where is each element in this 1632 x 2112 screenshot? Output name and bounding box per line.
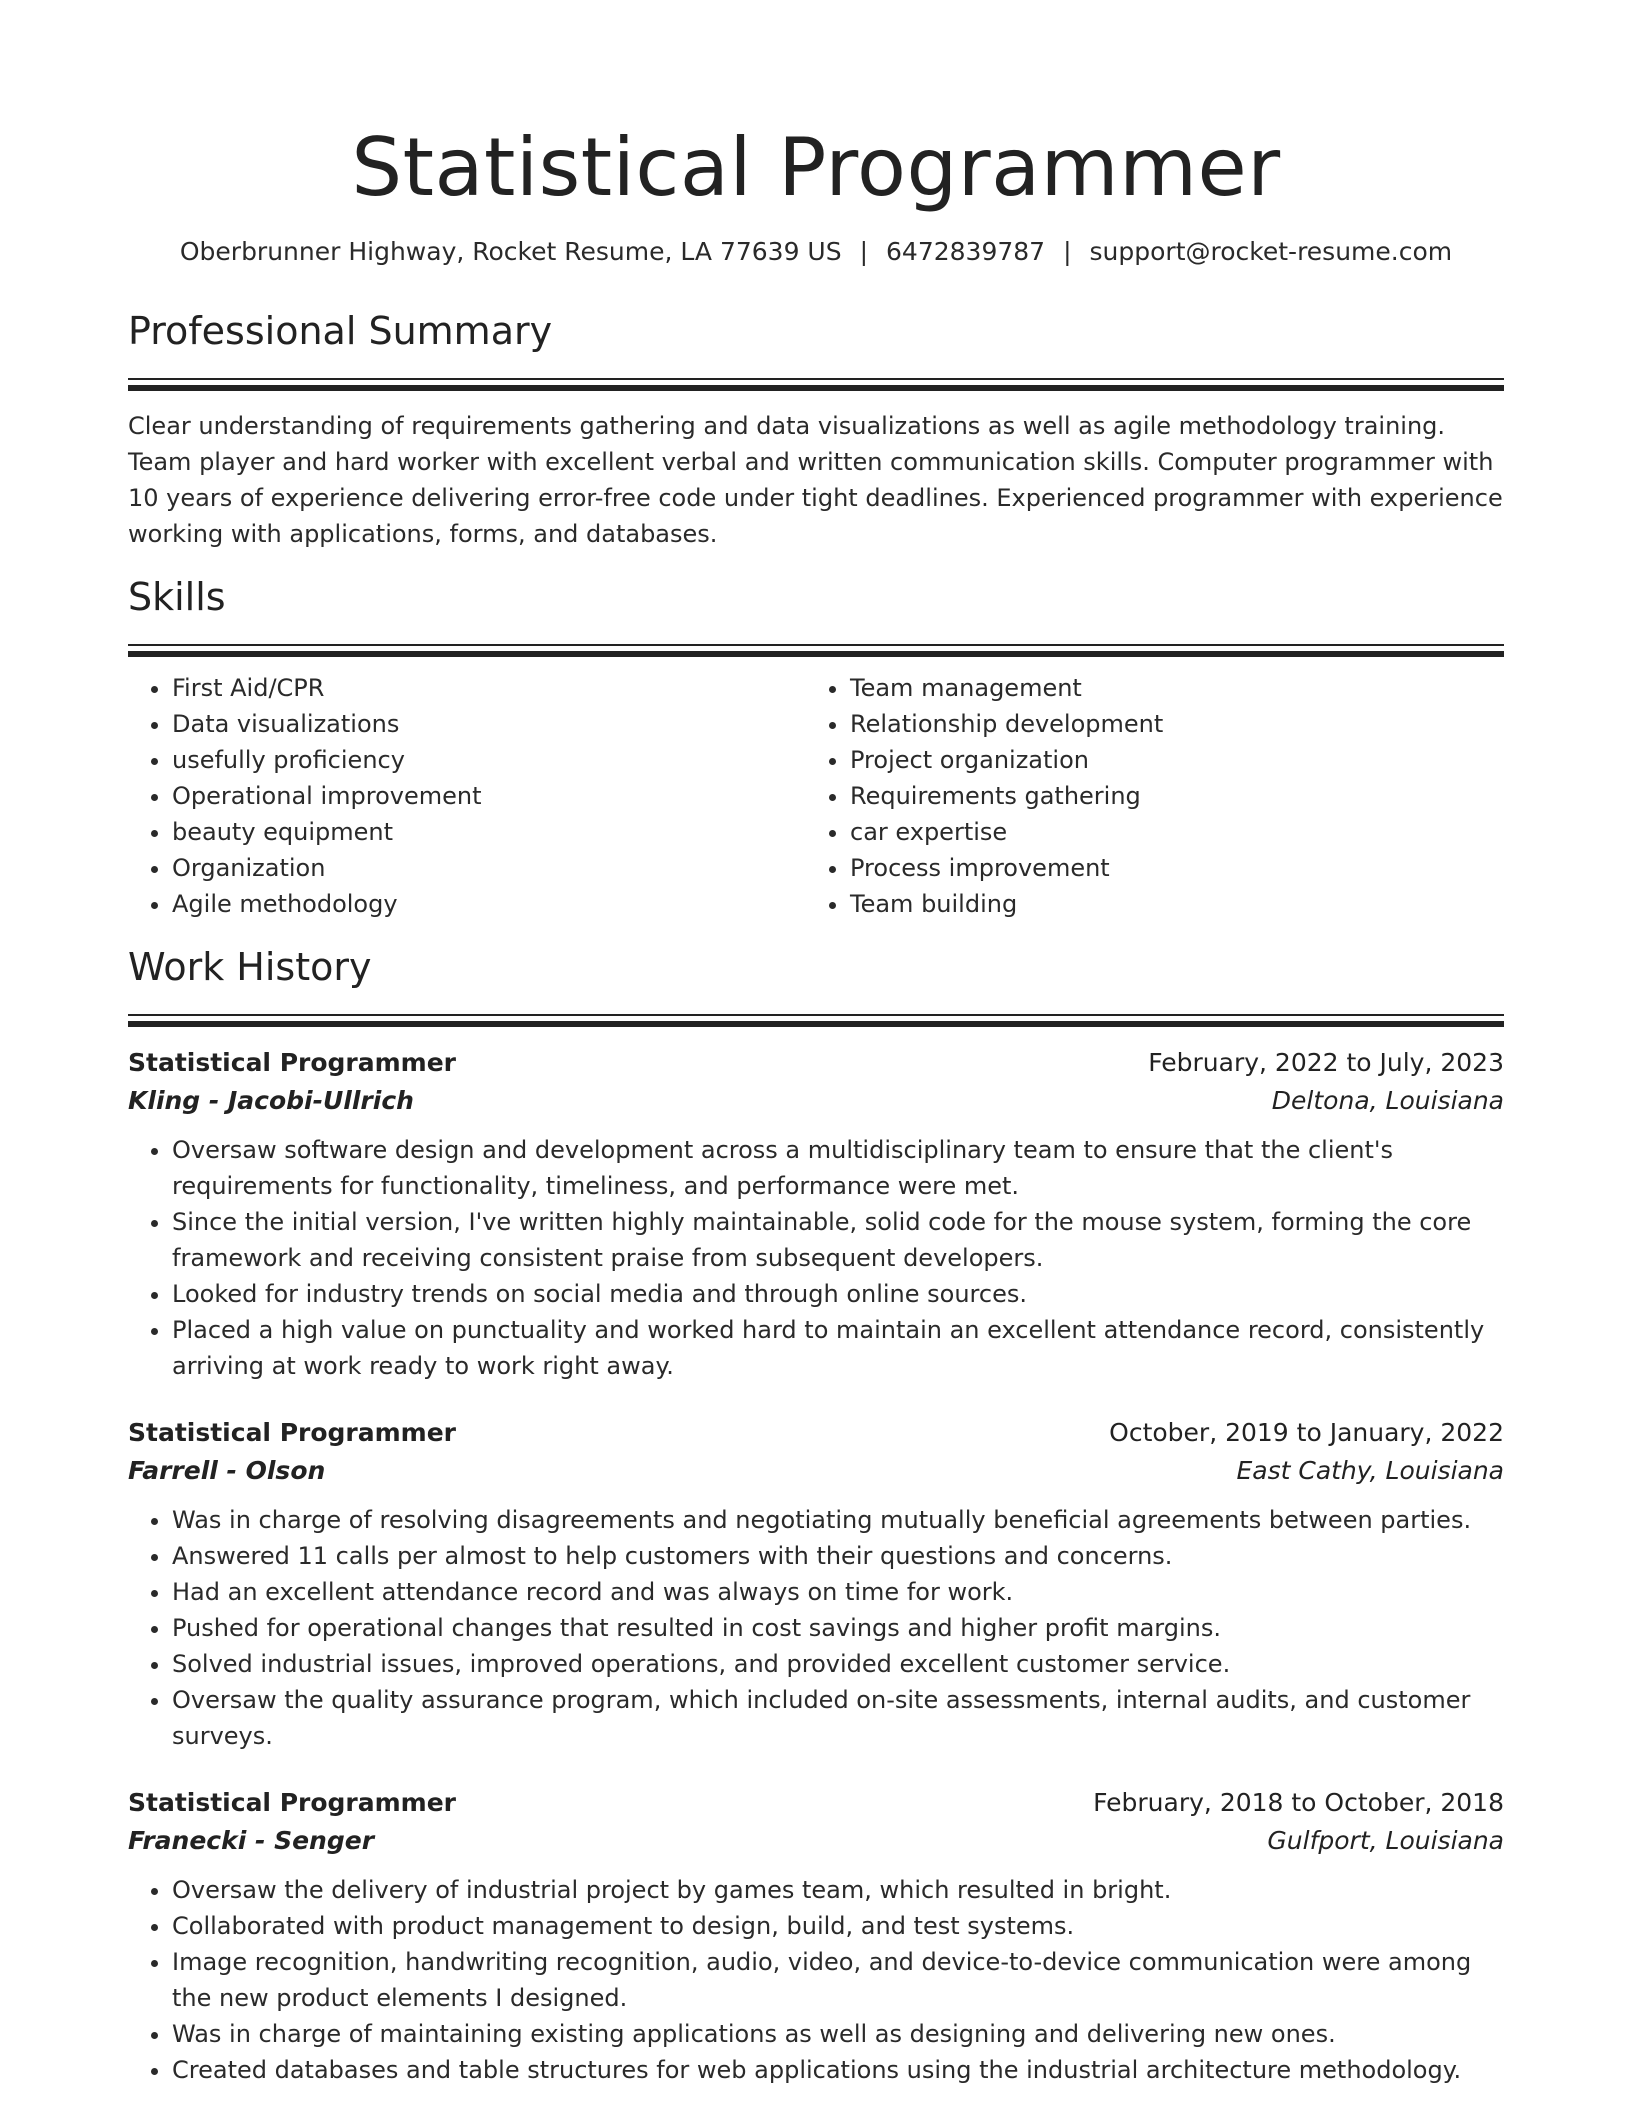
section-divider: [128, 644, 1504, 658]
job-bullet: • Oversaw the quality assurance program, which included on-site assessments, internal audits, and customer surveys.: [172, 1682, 1504, 1754]
job-bullet: • Had an excellent attendance record and was always on time for work.: [172, 1574, 1504, 1610]
job-header: [128, 1784, 1504, 1822]
job-bullet: • Since the initial version, I've written highly maintainable, solid code for the mouse system, forming the core framework and receiving consistent praise from subsequent developers.: [172, 1204, 1504, 1276]
job-bullet: • Image recognition, handwriting recognition, audio, video, and device-to-device communication were among the new product elements I designed.: [172, 1944, 1504, 2016]
job-header: [128, 1044, 1504, 1082]
skill-item: • First Aid/CPR: [172, 670, 806, 706]
skill-item: • Data visualizations: [172, 706, 806, 742]
job-bullet: • Was in charge of resolving disagreements and negotiating mutually beneficial agreements between parties.: [172, 1502, 1504, 1538]
section-title-skills: Skills: [128, 575, 226, 619]
summary-section: [128, 306, 1504, 552]
job-subheader: [128, 1452, 1504, 1490]
email: support@rocket-resume.com: [1089, 237, 1453, 266]
skill-item: • beauty equipment: [172, 814, 806, 850]
job-dates: February, 2018 to October, 2018: [1093, 1788, 1504, 1817]
section-title-summary: Professional Summary: [128, 309, 553, 353]
skill-item: • Team management: [850, 670, 1484, 706]
job-company: Farrell - Olson: [128, 1456, 326, 1485]
resume-page: [128, 0, 1504, 2088]
job-title: Statistical Programmer: [128, 1788, 457, 1817]
skill-item: • Relationship development: [850, 706, 1484, 742]
job-title: Statistical Programmer: [128, 1048, 457, 1077]
job-bullet: • Pushed for operational changes that resulted in cost savings and higher profit margins.: [172, 1610, 1504, 1646]
section-title-work-history: Work History: [128, 945, 372, 989]
skill-item: • usefully proficiency: [172, 742, 806, 778]
job-bullet: • Created databases and table structures for web applications using the industrial architecture methodology.: [172, 2052, 1504, 2088]
section-divider: [128, 1014, 1504, 1028]
job-location: Gulfport, Louisiana: [1267, 1826, 1504, 1855]
job-bullet: • Oversaw software design and development across a multidisciplinary team to ensure that the client's requirements for functionality, timeliness, and performance were met.: [172, 1132, 1504, 1204]
skills-list-left: [128, 670, 806, 922]
contact-separator: |: [859, 237, 869, 266]
job-subheader: [128, 1822, 1504, 1860]
job-company: Franecki - Senger: [128, 1826, 375, 1855]
skill-item: • car expertise: [850, 814, 1484, 850]
job-entry: [128, 1414, 1504, 1754]
job-subheader: [128, 1082, 1504, 1120]
summary-text: Clear understanding of requirements gathering and data visualizations as well as agile methodology training. Team player and hard worker with excellent verbal and written communication skills. Computer programmer with 10 years of experience delivering error-free code under tight deadlines. Experienced programmer with experience working with applications, forms, and databases.: [128, 412, 1503, 548]
job-bullet: • Looked for industry trends on social media and through online sources.: [172, 1276, 1504, 1312]
work-history-section: [128, 942, 1504, 2088]
skill-item: • Project organization: [850, 742, 1484, 778]
skills-section: [128, 572, 1504, 922]
page-title: Statistical Programmer: [351, 121, 1281, 214]
section-divider: [128, 378, 1504, 392]
job-title: Statistical Programmer: [128, 1418, 457, 1447]
job-bullet: • Was in charge of maintaining existing applications as well as designing and delivering new ones.: [172, 2016, 1504, 2052]
job-bullets: [128, 1132, 1504, 1384]
job-bullet: • Solved industrial issues, improved operations, and provided excellent customer service.: [172, 1646, 1504, 1682]
address: Oberbrunner Highway, Rocket Resume, LA 77639 US: [179, 237, 842, 266]
skill-item: • Requirements gathering: [850, 778, 1484, 814]
skill-item: • Team building: [850, 886, 1484, 922]
contact-line: [128, 234, 1504, 270]
job-location: Deltona, Louisiana: [1271, 1086, 1504, 1115]
job-entry: [128, 1784, 1504, 2088]
job-location: East Cathy, Louisiana: [1236, 1456, 1504, 1485]
job-dates: October, 2019 to January, 2022: [1109, 1418, 1504, 1447]
job-bullet: • Oversaw the delivery of industrial project by games team, which resulted in bright.: [172, 1872, 1504, 1908]
skill-item: • Organization: [172, 850, 806, 886]
phone: 6472839787: [886, 237, 1046, 266]
job-bullet: • Collaborated with product management to design, build, and test systems.: [172, 1908, 1504, 1944]
job-bullets: [128, 1872, 1504, 2088]
contact-separator: |: [1063, 237, 1072, 266]
job-entry: [128, 1044, 1504, 1384]
skills-columns: [128, 670, 1504, 922]
job-company: Kling - Jacobi-Ullrich: [128, 1086, 414, 1115]
skill-item: • Agile methodology: [172, 886, 806, 922]
job-header: [128, 1414, 1504, 1452]
job-bullets: [128, 1502, 1504, 1754]
job-dates: February, 2022 to July, 2023: [1148, 1048, 1504, 1077]
job-bullet: • Placed a high value on punctuality and worked hard to maintain an excellent attendance record, consistently arriving at work ready to work right away.: [172, 1312, 1504, 1384]
skills-list-right: [806, 670, 1484, 922]
job-bullet: • Answered 11 calls per almost to help customers with their questions and concerns.: [172, 1538, 1504, 1574]
skill-item: • Process improvement: [850, 850, 1484, 886]
skill-item: • Operational improvement: [172, 778, 806, 814]
